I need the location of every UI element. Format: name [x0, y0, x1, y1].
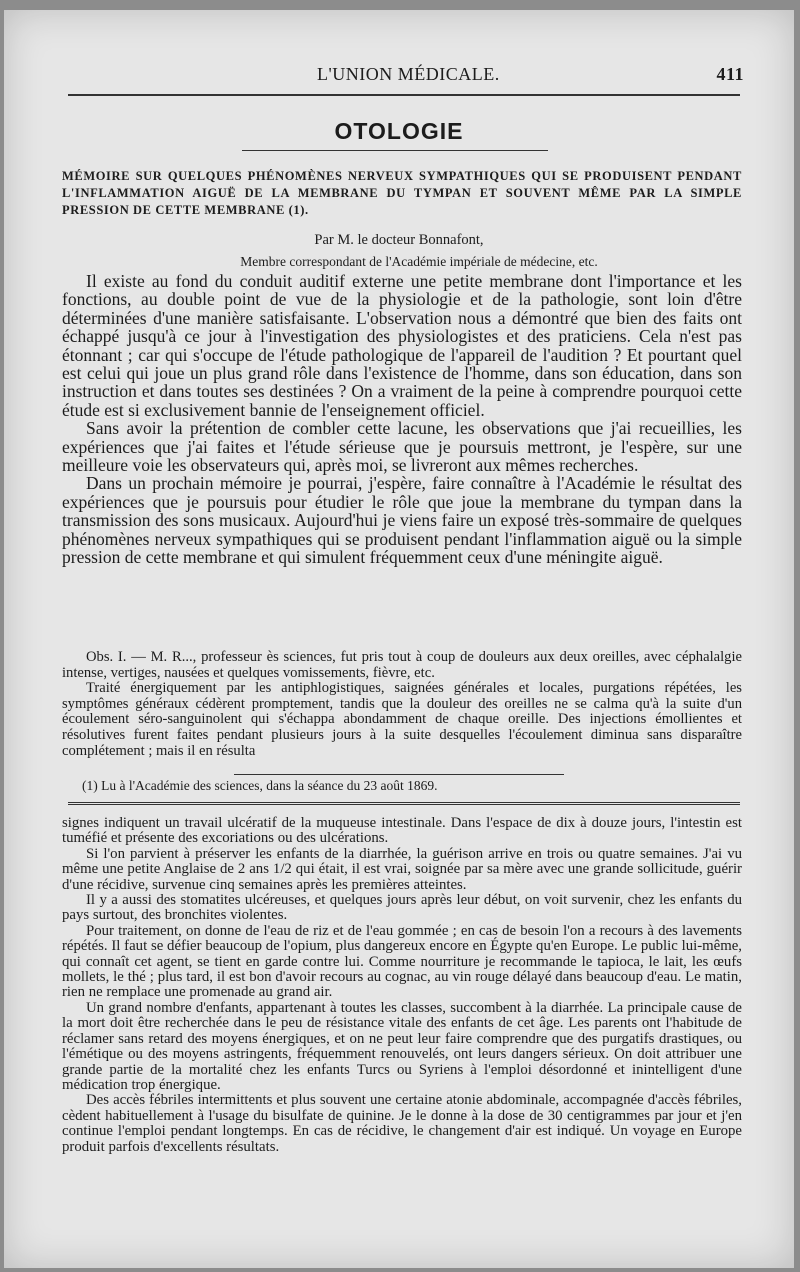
journal-title: L'UNION MÉDICALE. — [317, 64, 500, 84]
page-number: 411 — [716, 64, 744, 84]
article-title: MÉMOIRE SUR QUELQUES PHÉNOMÈNES NERVEUX SYMPATHIQUES QUI SE PRODUISENT PENDANT L'INFLAMMATION AIGUË DE LA MEMBRANE DU TYMPAN ET SOUVENT MÊME PAR LA SIMPLE PRESSION DE CETTE MEMBRANE (1). — [62, 169, 742, 217]
continuation-paragraph: Des accès fébriles intermittents et plus souvent une certaine atonie abdominale, accompagnée d'accès fébriles, cèdent habituellement à l'usage du bisulfate de quinine. Je le donne à la dose de 30 centigrammes par jour et j'en continue l'emploi pendant longtemps. En cas de récidive, le changement d'air est indiqué. Un voyage en Europe produit parfois d'excellents résultats. — [62, 1092, 742, 1155]
continuation-paragraph: Il y a aussi des stomatites ulcéreuses, et quelques jours après leur début, on voit survenir, chez les enfants du pays surtout, des bronchites violentes. — [62, 892, 742, 924]
article-paragraph: Sans avoir la prétention de combler cette lacune, les observations que j'ai recueillies, les expériences que j'ai faites et l'étude sérieuse que je poursuis mettront, je l'espère, sur une meilleure voie les observateurs qui, après moi, se livreront aux mêmes recherches. — [62, 418, 742, 476]
article-paragraph: Dans un prochain mémoire je pourrai, j'espère, faire connaître à l'Académie le résultat des expériences que je poursuis pour étudier le rôle que joue la membrane du tympan dans la transmission des sons musicaux. Aujourd'hui je viens faire un exposé très-sommaire de quelques phénomènes nerveux sympathiques qui se produisent pendant l'inflammation aiguë ou la simple pression de cette membrane et qui simulent fréquemment ceux d'une méningite aiguë. — [62, 473, 742, 568]
footnote-rule — [234, 774, 564, 775]
continuation-paragraph: Pour traitement, on donne de l'eau de riz et de l'eau gommée ; en cas de besoin l'on a recours à des lavements répétés. Il faut se défier beaucoup de l'opium, plus dangereux encore en Égypte qu'en Europe. Le public lui-même, qui connaît cet agent, se tient en garde contre lui. Comme nourriture je recommande le tapioca, le lait, les œufs mollets, le thé ; plus tard, il est bon d'avoir recours au cognac, au vin rouge délayé dans beaucoup d'eau. Le matin, rien ne remplace une promenade au grand air. — [62, 922, 742, 1001]
header-rule — [68, 94, 740, 96]
continuation-paragraph: Si l'on parvient à préserver les enfants de la diarrhée, la guérison arrive en trois ou quatre semaines. J'ai vu même une petite Anglaise de 2 ans 1/2 qui était, il est vrai, soignée par sa mère avec une grande sollicitude, guérir d'une récidive, survenue cinq semaines après les premières atteintes. — [62, 845, 742, 893]
continuation-paragraph: Un grand nombre d'enfants, appartenant à toutes les classes, succombent à la diarrhée. La principale cause de la mort doit être recherchée dans le peu de résistance vitale des enfants de cet âge. Les parents ont l'habitude de réclamer sans retard des moyens énergiques, et on ne peut leur faire comprendre que des purgatifs drastiques, ou l'émétique ou des moyens astringents, fréquemment renouvelés, ont leurs dangers sérieux. On doit attribuer une grande partie de la mortalité chez les enfants Turcs ou Syriens à l'emploi désordonné et inintelligent d'une médication trop énergique. — [62, 999, 742, 1093]
article-body — [62, 272, 742, 567]
observation-paragraph: Traité énergiquement par les antiphlogistiques, saignées générales et locales, purgations répétées, les symptômes généraux cédèrent promptement, tandis que la douleur des oreilles ne se calma qu'à la suite d'un écoulement séro-sanguinolent qui s'échappa abondamment de chaque oreille. Des injections émollientes et résolutives furent faites pendant plusieurs jours à la suite desquelles l'écoulement diminua sans disparaître complétement ; mais il en résulta — [62, 680, 742, 759]
continuation-paragraph: signes indiquent un travail ulcératif de la muqueuse intestinale. Dans l'espace de dix à douze jours, l'intestin est tuméfié et présente des excoriations ou des ulcérations. — [62, 815, 742, 847]
section-underline — [242, 150, 548, 151]
journal-page — [4, 10, 794, 1268]
column-separator-rule — [68, 802, 740, 807]
footnote: (1) Lu à l'Académie des sciences, dans la séance du 23 août 1869. — [82, 778, 438, 793]
continuation-body — [62, 816, 742, 1155]
observation-block — [62, 650, 742, 759]
section-title: OTOLOGIE — [334, 118, 464, 144]
article-affiliation: Membre correspondant de l'Académie impériale de médecine, etc. — [240, 254, 598, 269]
article-paragraph: Il existe au fond du conduit auditif externe une petite membrane dont l'importance et les fonctions, au double point de vue de la physiologie et de la pathologie, sont loin d'être déterminées d'une manière satisfaisante. L'observation nous a démontré que bien des faits ont échappé jusqu'à ce jour à l'investigation des physiologistes et des praticiens. Cela n'est pas étonnant ; car qui s'occupe de l'étude pathologique de l'appareil de l'audition ? Et pourtant quel est celui qui joue un plus grand rôle dans l'existence de l'homme, dans son éducation, dans son instruction et dans toutes ses destinées ? On a vraiment de la peine à comprendre pourquoi cette étude est si exclusivement bannie de l'enseignement officiel. — [62, 271, 742, 420]
article-byline: Par M. le docteur Bonnafont, — [314, 232, 484, 248]
observation-paragraph: Obs. I. — M. R..., professeur ès sciences, fut pris tout à coup de douleurs aux deux oreilles, avec céphalalgie intense, vertiges, nausées et quelques vomissements, fièvre, etc. — [62, 649, 742, 681]
